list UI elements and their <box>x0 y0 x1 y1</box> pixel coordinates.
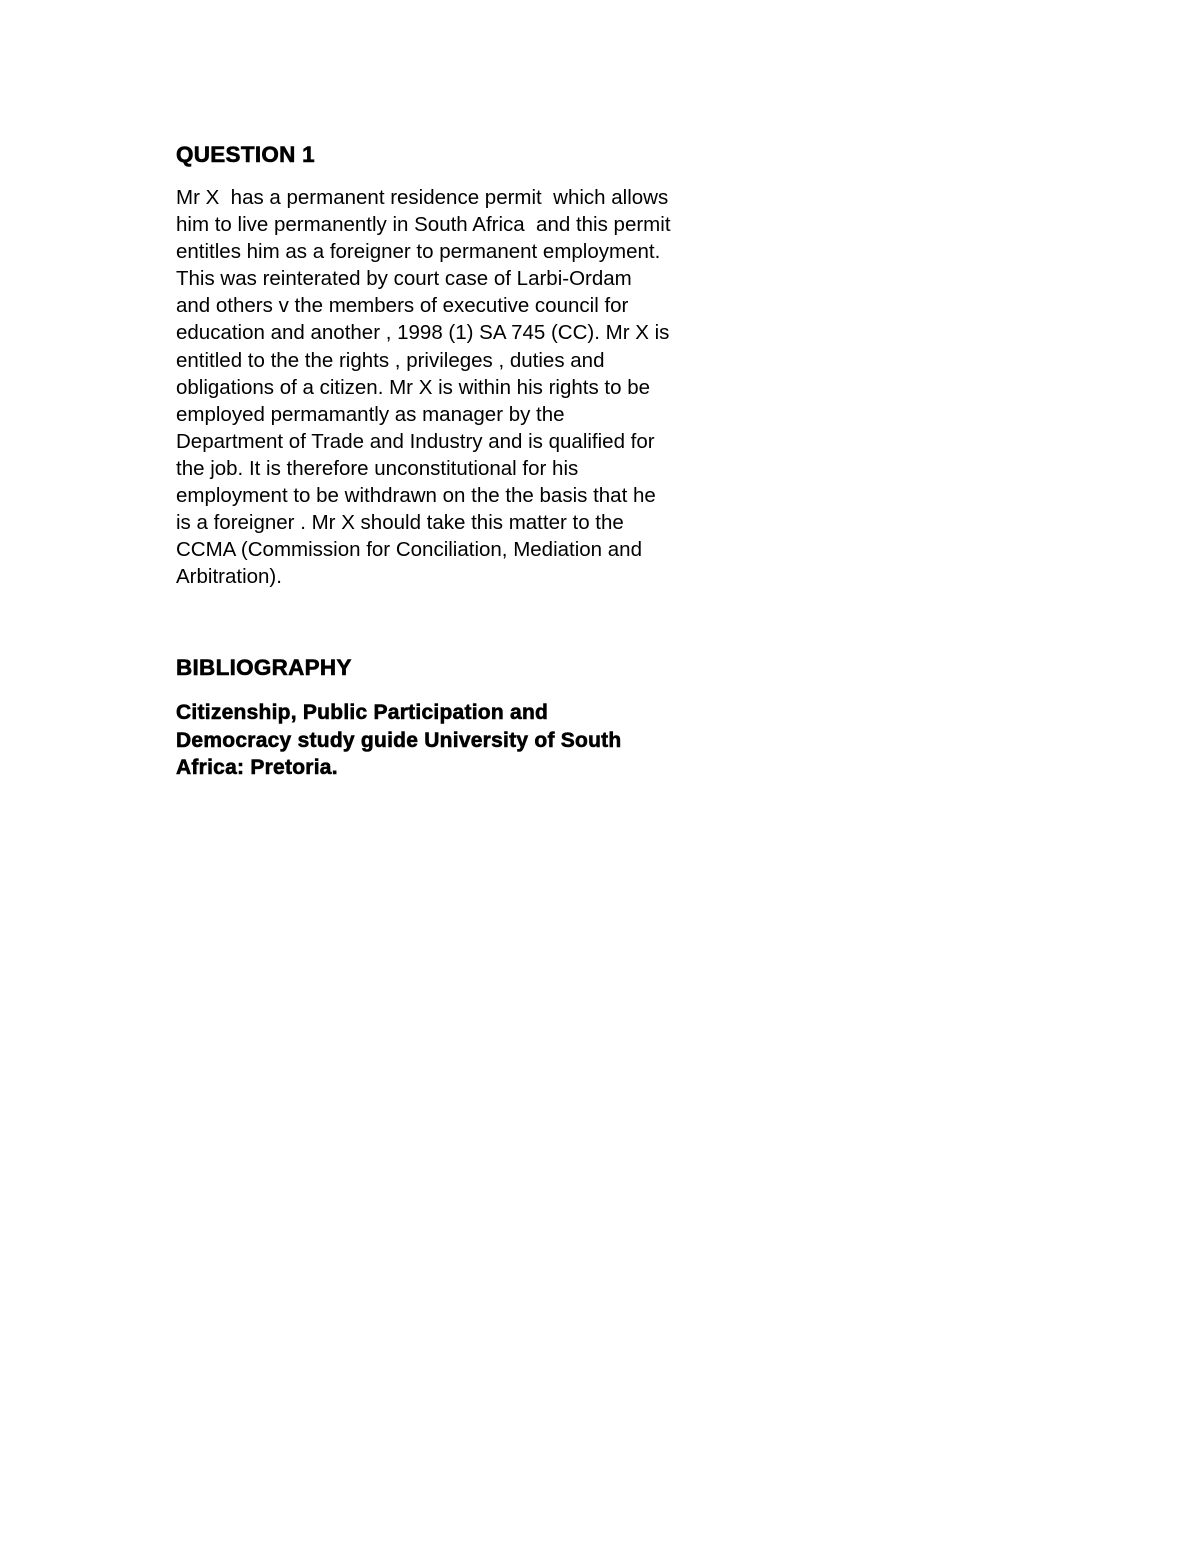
answer-line: the job. It is therefore unconstitutional for his <box>176 456 579 480</box>
bibliography-line: Democracy study guide University of South <box>176 728 622 752</box>
question-heading: QUESTION 1 <box>176 142 315 167</box>
answer-line: This was reinterated by court case of Larbi-Ordam <box>176 267 632 291</box>
answer-line: CCMA (Commission for Conciliation, Mediation and <box>176 538 642 562</box>
answer-line: Arbitration). <box>176 565 282 589</box>
answer-line: entitled to the the rights , privileges , duties and <box>176 348 605 372</box>
answer-line: education and another , 1998 (1) SA 745 (CC). Mr X is <box>176 321 670 345</box>
bibliography-heading: BIBLIOGRAPHY <box>176 655 352 681</box>
page-content <box>176 140 756 782</box>
answer-line: Mr X has a permanent residence permit which allows <box>176 186 669 209</box>
answer-line: him to live permanently in South Africa and this permit <box>176 213 671 237</box>
answer-paragraph <box>176 184 756 590</box>
answer-line: obligations of a citizen. Mr X is within his rights to be <box>176 375 650 399</box>
answer-line: Department of Trade and Industry and is qualified for <box>176 429 655 453</box>
bibliography-entry <box>176 699 756 782</box>
answer-line: employed permamantly as manager by the <box>176 402 565 426</box>
answer-line: is a foreigner . Mr X should take this matter to the <box>176 511 624 535</box>
bibliography-line: Citizenship, Public Participation and <box>176 701 549 725</box>
answer-line: and others v the members of executive council for <box>176 294 629 318</box>
answer-line: employment to be withdrawn on the the basis that he <box>176 484 656 508</box>
bibliography-line: Africa: Pretoria. <box>176 756 338 780</box>
answer-line: entitles him as a foreigner to permanent employment. <box>176 240 661 264</box>
